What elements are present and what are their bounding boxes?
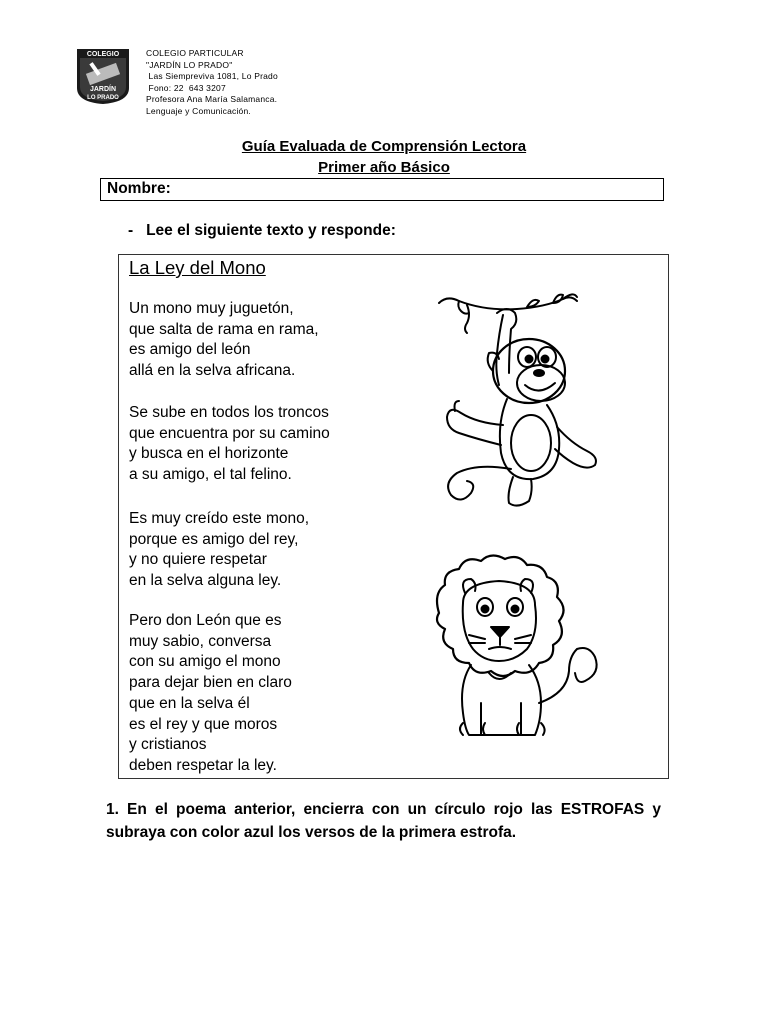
poem-verse: en la selva alguna ley. (129, 572, 282, 590)
poem-verse: a su amigo, el tal felino. (129, 466, 292, 484)
poem-verse: y no quiere respetar (129, 551, 267, 569)
poem-verse: para dejar bien en claro (129, 674, 292, 692)
poem-verse: es el rey y que moros (129, 715, 278, 733)
poem-title: La Ley del Mono (129, 257, 266, 278)
poem-verse: Es muy creído este mono, (129, 510, 310, 527)
poem-verse: y cristianos (129, 736, 207, 754)
school-info-line: Lenguaje y Comunicación. (146, 105, 251, 116)
poem-verse: muy sabio, conversa (129, 632, 272, 650)
guide-subtitle: Primer año Básico (318, 159, 450, 176)
poem-stanza (129, 299, 319, 382)
name-field[interactable] (100, 178, 664, 201)
question-1: 1. En el poema anterior, encierra con un círculo rojo las ESTROFAS y subraya con color azul los versos de la primera estrofa. (106, 801, 661, 841)
logo-text-bottom-2: LO PRADO (87, 95, 119, 101)
poem-verse: es amigo del león (129, 341, 251, 359)
school-logo (73, 46, 133, 106)
school-info (146, 48, 278, 118)
name-label: Nombre: (107, 180, 171, 197)
school-info-line: Profesora Ana María Salamanca. (146, 94, 278, 105)
logo-text-top: COLEGIO (86, 51, 120, 58)
guide-title: Guía Evaluada de Comprensión Lectora (241, 138, 527, 155)
poem-verse: Pero don León que es (129, 612, 282, 629)
instruction: - Lee el siguiente texto y responde: (128, 222, 396, 239)
school-info-line: COLEGIO PARTICULAR (146, 48, 244, 58)
poem-verse: que en la selva él (129, 694, 250, 712)
poem-stanza (129, 611, 292, 777)
poem-verse: allá en la selva africana. (129, 362, 296, 380)
poem-verse: que encuentra por su camino (129, 424, 330, 442)
school-info-line: Fono: 22 643 3207 (146, 82, 226, 93)
school-info-line: "JARDÍN LO PRADO" (146, 59, 233, 70)
lion-illustration (419, 553, 604, 741)
poem-stanza (129, 509, 309, 592)
poem-verse: y busca en el horizonte (129, 445, 289, 463)
poem-stanza (129, 403, 330, 486)
poem-verse: Un mono muy juguetón, (129, 300, 294, 317)
poem-box (118, 254, 669, 779)
poem-verse: que salta de rama en rama, (129, 320, 319, 338)
poem-verse: Se sube en todos los troncos (129, 404, 329, 421)
poem-verse: porque es amigo del rey, (129, 530, 299, 548)
poem-verse: deben respetar la ley. (129, 756, 277, 774)
logo-text-bottom-1: JARDÍN (89, 86, 117, 93)
poem-verse: con su amigo el mono (129, 653, 281, 671)
monkey-illustration (437, 293, 602, 518)
school-info-line: Las Siempreviva 1081, Lo Prado (146, 71, 278, 82)
